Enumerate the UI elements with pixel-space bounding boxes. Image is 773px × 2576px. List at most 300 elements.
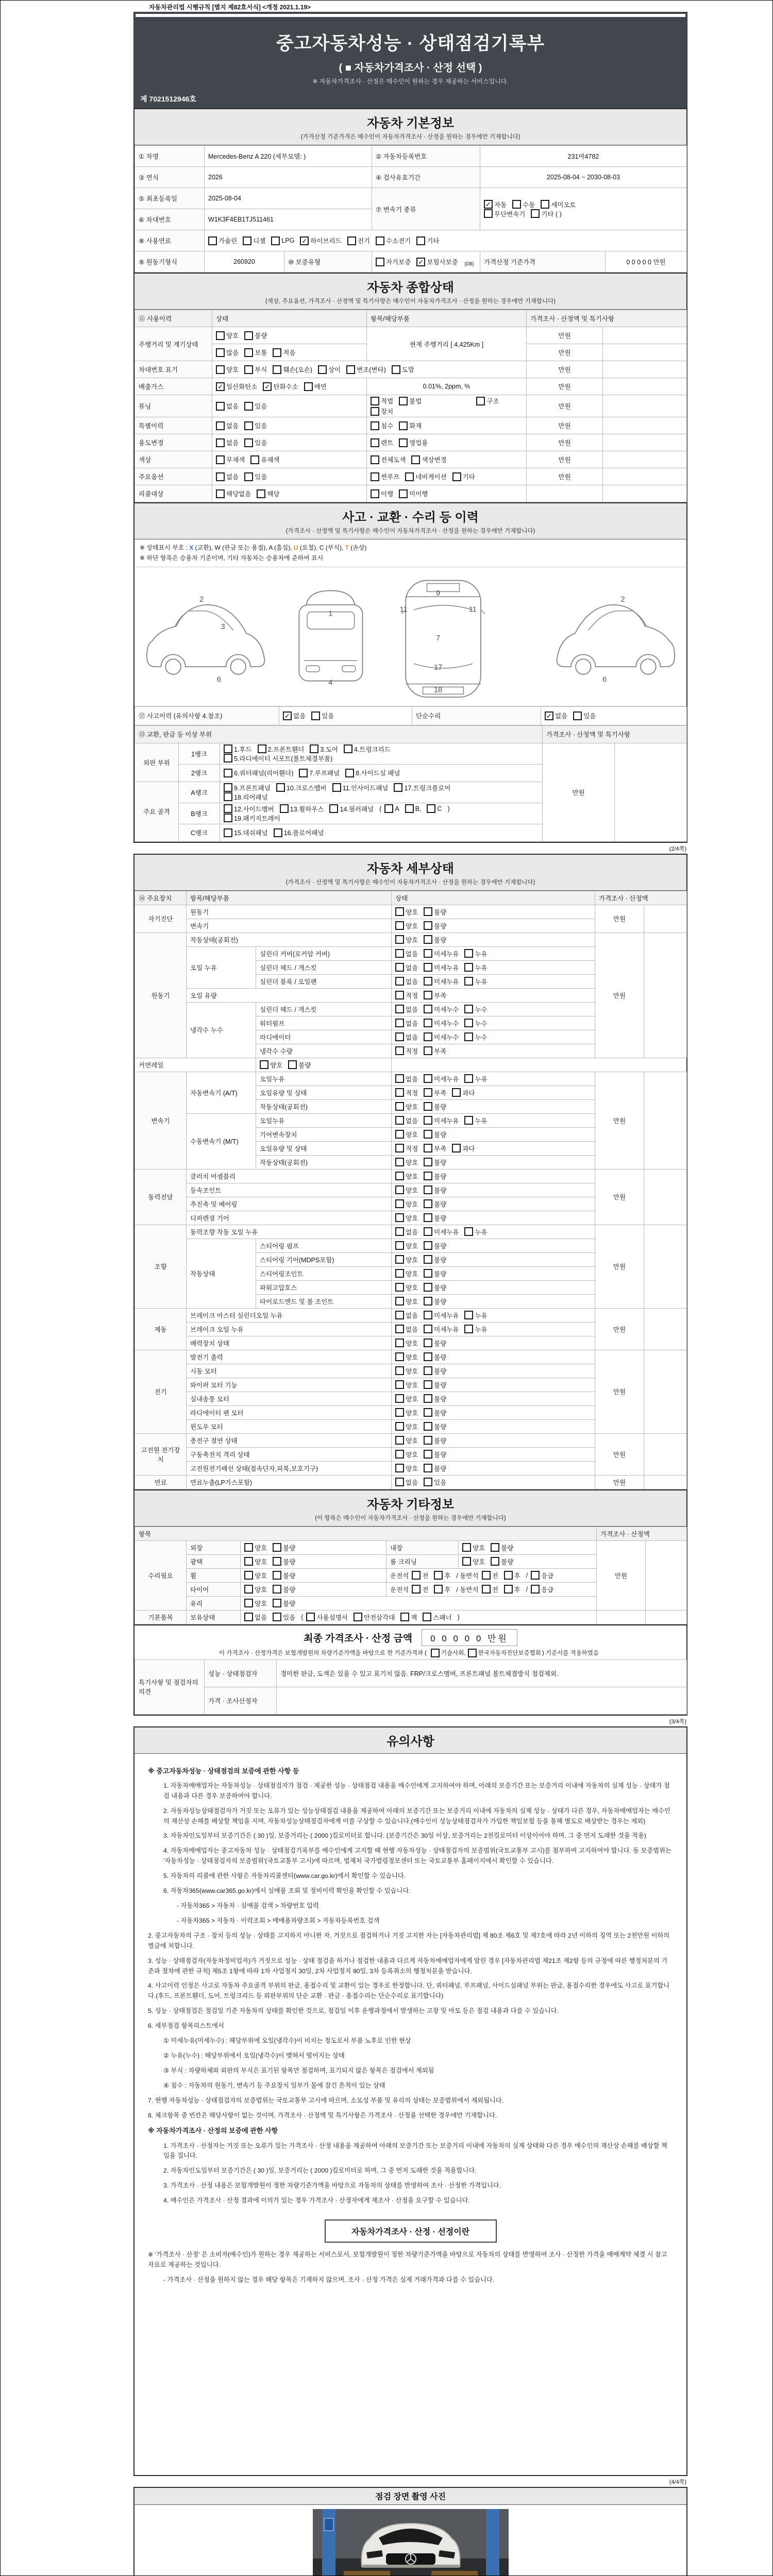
checkbox-미이행[interactable] xyxy=(399,489,428,498)
checkbox-불량[interactable] xyxy=(424,1366,446,1376)
checkbox-양호[interactable] xyxy=(462,1557,485,1566)
checkbox-누유[interactable] xyxy=(464,1116,487,1125)
checkbox-적정[interactable] xyxy=(395,1046,418,1056)
checkbox-양호[interactable] xyxy=(395,1130,418,1139)
checkbox-불량[interactable] xyxy=(424,1394,446,1403)
option-cell xyxy=(212,485,367,502)
checkbox-미세누유[interactable] xyxy=(424,1325,459,1334)
label-base-price: 가격산정 기준가격 xyxy=(480,251,606,273)
checkbox-없음[interactable] xyxy=(395,963,418,972)
checkbox-불량[interactable] xyxy=(424,1158,446,1167)
checkbox-양호[interactable] xyxy=(395,1172,418,1181)
checkbox-불량[interactable] xyxy=(424,935,446,944)
checkbox-label: 적정 xyxy=(406,1145,418,1153)
checkbox-구조[interactable] xyxy=(476,396,499,405)
checkbox-불량[interactable] xyxy=(273,1599,295,1608)
checkbox-없음[interactable] xyxy=(395,977,418,986)
section-overall-condition xyxy=(133,273,687,503)
checkbox-불법[interactable] xyxy=(399,396,422,405)
checkbox-box-icon xyxy=(224,828,232,837)
checkbox-양호[interactable] xyxy=(395,921,418,930)
notice-line: 1. 가격조사 · 산정자는 거짓 또는 오류가 있는 가격조사 · 산정 내용을 제공하여 아래의 보증기간 또는 보증거리 이내에 자동차의 실제 상태와 다른 경우 매수인의 재산상 손해를 배상할 책임을 집니다. xyxy=(163,2142,667,2160)
checkbox-양호[interactable] xyxy=(395,1255,418,1264)
cell: 실린더 헤드 / 개스킷 xyxy=(256,1002,392,1016)
checkbox-불량[interactable] xyxy=(288,1060,311,1070)
checkbox-없음[interactable] xyxy=(216,472,239,481)
checkbox-불량[interactable] xyxy=(424,921,446,930)
checkbox-6.쿼터패널(리어휀다)[interactable] xyxy=(224,768,293,777)
checkbox-양호[interactable] xyxy=(462,1543,485,1552)
checkbox-무채색[interactable] xyxy=(216,455,245,464)
checkbox-부족[interactable] xyxy=(424,991,446,1000)
checkbox-누수[interactable] xyxy=(464,1005,487,1014)
checkbox-B,[interactable] xyxy=(405,804,422,813)
checkbox-box-icon xyxy=(424,1227,432,1236)
checkbox-양호[interactable] xyxy=(395,1464,418,1473)
checkbox-양호[interactable] xyxy=(216,365,239,374)
group-repair-needed: 수리필요 xyxy=(135,1540,187,1610)
checkbox-없음[interactable] xyxy=(395,1074,418,1083)
checkbox-양호[interactable] xyxy=(395,1380,418,1389)
checkbox-box-icon xyxy=(273,348,281,357)
checkbox-box-icon xyxy=(395,1436,404,1445)
checkbox-양호[interactable] xyxy=(395,1158,418,1167)
checkbox-box-icon xyxy=(424,1408,432,1417)
cell: 작동상태 xyxy=(187,1239,256,1308)
checkbox-없음[interactable] xyxy=(216,438,239,447)
checkbox-유채색[interactable] xyxy=(250,455,279,464)
checkbox-미세누수[interactable] xyxy=(424,1005,459,1014)
checkbox-양호[interactable] xyxy=(395,1213,418,1223)
cell: 만원 xyxy=(595,1475,644,1489)
checkbox-box-icon xyxy=(424,1158,432,1166)
checkbox-box-icon xyxy=(395,1283,404,1292)
checkbox-전기[interactable] xyxy=(347,236,370,245)
checkbox-양호[interactable] xyxy=(244,1571,267,1580)
checkbox-label: 불량 xyxy=(434,1409,447,1417)
checkbox-없음[interactable] xyxy=(395,1311,418,1320)
option-cell xyxy=(392,1002,595,1016)
checkbox-10.크로스멤버[interactable] xyxy=(276,783,327,792)
group-outer-panel: 외판 부위 xyxy=(135,743,179,782)
checkbox-양호[interactable] xyxy=(395,1283,418,1292)
checkbox-부족[interactable] xyxy=(424,1046,446,1056)
checkbox-수동[interactable] xyxy=(512,200,535,209)
cell: C랭크 xyxy=(179,824,220,841)
checkbox-해당[interactable] xyxy=(257,489,279,498)
checkbox-부족[interactable] xyxy=(424,1144,446,1153)
checkbox-가솔린[interactable] xyxy=(208,236,237,245)
checkbox-19.패키지트레이[interactable] xyxy=(224,814,280,823)
checkbox-없음[interactable] xyxy=(395,1227,418,1236)
checkbox-없음[interactable] xyxy=(395,1019,418,1028)
checkbox-7.루프패널[interactable] xyxy=(299,768,340,777)
checkbox-있음[interactable] xyxy=(244,401,267,411)
checkbox-불량[interactable] xyxy=(424,1283,446,1292)
checkbox-box-icon xyxy=(244,1557,253,1566)
checkbox-부족[interactable] xyxy=(424,1088,446,1097)
checkbox-미세누수[interactable] xyxy=(424,1032,459,1042)
checkbox-있음[interactable] xyxy=(273,1613,295,1622)
checkbox-label: 양호 xyxy=(406,922,418,930)
notice-line: ① 미세누유(미세누수) : 해당부위에 오일(냉각수)이 비치는 정도로서 부품 노후로 인한 현상 xyxy=(163,2037,411,2045)
checkbox-누수[interactable] xyxy=(464,1032,487,1042)
checkbox-미세누유[interactable] xyxy=(424,1074,459,1083)
option-cell xyxy=(220,764,543,782)
checkbox-양호[interactable] xyxy=(395,1102,418,1111)
checkbox-불량[interactable] xyxy=(424,1352,446,1362)
group-self-diagnosis: 자기진단 xyxy=(135,905,187,933)
checkbox-있음[interactable] xyxy=(424,1478,446,1487)
checkbox-미세누수[interactable] xyxy=(424,1019,459,1028)
checkbox-label: 양호 xyxy=(255,1558,267,1566)
checkbox-A[interactable] xyxy=(384,804,399,813)
checkbox-box-icon xyxy=(424,1255,432,1264)
checkbox-box-icon xyxy=(258,744,266,753)
checkbox-label: A xyxy=(395,805,399,812)
checkbox-많음[interactable] xyxy=(216,348,239,357)
checkbox-불량[interactable] xyxy=(424,1102,446,1111)
checkbox-없음[interactable] xyxy=(244,1613,267,1622)
checkbox-과다[interactable] xyxy=(452,1088,475,1097)
checkbox-양호[interactable] xyxy=(244,1585,267,1594)
checkbox-후[interactable] xyxy=(504,1571,520,1580)
checkbox-양호[interactable] xyxy=(260,1060,282,1070)
checkbox-16.플로어패널[interactable] xyxy=(274,828,324,837)
checkbox-3.도어[interactable] xyxy=(310,744,338,754)
checkbox-적음[interactable] xyxy=(273,348,295,357)
checkbox-box-icon xyxy=(434,1571,443,1580)
checkbox-적정[interactable] xyxy=(395,991,418,1000)
checkbox-label: 불량 xyxy=(434,1465,447,1472)
checkbox-양호[interactable] xyxy=(395,1185,418,1195)
checkbox-양호[interactable] xyxy=(395,1436,418,1445)
checkbox-안전삼각대[interactable] xyxy=(354,1613,395,1622)
checkbox-자가보증[interactable] xyxy=(376,257,411,266)
checkbox-과다[interactable] xyxy=(452,1144,475,1153)
checkbox-box-icon xyxy=(464,1116,473,1125)
panel-number-label: 6 xyxy=(602,675,607,684)
checkbox-2.프론트휀더[interactable] xyxy=(258,744,305,754)
cell: 실내송풍 모터 xyxy=(187,1392,392,1405)
checkbox-양호[interactable] xyxy=(216,331,239,340)
group-transmission: 변속기 xyxy=(135,1072,187,1169)
checkbox-양호[interactable] xyxy=(395,907,418,917)
checkbox-5.라디에이터 서포트(볼트체결부품)[interactable] xyxy=(224,754,332,763)
checkbox-label: 양호 xyxy=(406,1159,418,1166)
cell xyxy=(644,1308,687,1350)
checkbox-미세누유[interactable] xyxy=(424,977,459,986)
checkbox-label: 양호 xyxy=(473,1558,485,1566)
checkbox-label: 양호 xyxy=(406,1340,418,1347)
checkbox-box-icon xyxy=(395,977,404,986)
checkbox-불량[interactable] xyxy=(424,1297,446,1306)
checkbox-9.프론트패널[interactable] xyxy=(224,783,271,792)
checkbox-없음[interactable] xyxy=(395,949,418,958)
checkbox-11.인사이드패널[interactable] xyxy=(332,783,389,792)
checkbox-화재[interactable] xyxy=(399,421,422,430)
checkbox-box-icon xyxy=(346,365,355,374)
checkbox-불량[interactable] xyxy=(273,1585,295,1594)
checkbox-이행[interactable] xyxy=(371,489,393,498)
checkbox-없음[interactable] xyxy=(545,711,567,720)
checkbox-응급[interactable] xyxy=(531,1585,553,1594)
checkbox-매연[interactable] xyxy=(304,382,327,391)
cell xyxy=(603,344,687,361)
checkbox-box-icon xyxy=(244,438,253,447)
checkbox-미세누유[interactable] xyxy=(424,949,459,958)
cell: 1랭크 xyxy=(179,743,220,764)
checkbox-box-icon: ✓ xyxy=(263,382,272,391)
checkbox-label: 일산화탄소 xyxy=(226,383,258,391)
checkbox-변조(변타)[interactable] xyxy=(346,365,386,374)
option-cell xyxy=(256,1058,392,1072)
checkbox-도말[interactable] xyxy=(392,365,414,374)
checkbox-없음[interactable] xyxy=(216,401,239,411)
checkbox-적정[interactable] xyxy=(395,1088,418,1097)
checkbox-불량[interactable] xyxy=(424,1255,446,1264)
checkbox-세미오토[interactable] xyxy=(541,200,576,209)
checkbox-적정[interactable] xyxy=(395,1144,418,1153)
checkbox-C[interactable] xyxy=(427,804,442,813)
checkbox-box-icon xyxy=(424,1436,432,1445)
checkbox-box-icon xyxy=(288,1060,297,1069)
checkbox-기타[interactable] xyxy=(416,236,439,245)
checkbox-box-icon xyxy=(371,421,379,430)
checkbox-box-icon xyxy=(573,711,582,720)
checkbox-응급[interactable] xyxy=(531,1571,553,1580)
notice-line: ④ 침수 : 자동차의 원동기, 변속기 등 주요장치 일부가 물에 잠긴 흔적이 있는 상태 xyxy=(163,2081,385,2089)
checkbox-양호[interactable] xyxy=(395,1338,418,1348)
checkbox-보통[interactable] xyxy=(244,348,267,357)
checkbox-수소전기[interactable] xyxy=(376,236,411,245)
checkbox-없음[interactable] xyxy=(395,1325,418,1334)
checkbox-양호[interactable] xyxy=(395,1241,418,1250)
checkbox-label: 양호 xyxy=(255,1600,267,1607)
checkbox-상이[interactable] xyxy=(318,365,341,374)
checkbox-box-icon xyxy=(423,1613,431,1621)
checkbox-label: 없음 xyxy=(226,422,239,430)
checkbox-불량[interactable] xyxy=(424,1450,446,1459)
checkbox-불량[interactable] xyxy=(424,1464,446,1473)
checkbox-13.휠하우스[interactable] xyxy=(280,804,324,814)
checkbox-보험사보증[interactable] xyxy=(416,257,458,266)
text-segment: / xyxy=(526,1571,528,1579)
cell: 브레이크 마스터 실린더오일 누유 xyxy=(187,1308,392,1322)
checkbox-미세누유[interactable] xyxy=(424,1227,459,1236)
checkbox-사용설명서[interactable] xyxy=(306,1613,347,1622)
checkbox-label: 보통 xyxy=(255,349,267,357)
checkbox-없음[interactable] xyxy=(216,421,239,430)
checkbox-전체도색[interactable] xyxy=(371,455,406,464)
checkbox-침수[interactable] xyxy=(371,421,393,430)
checkbox-전[interactable] xyxy=(412,1571,428,1580)
section-photo-title: 점검 장면 촬영 사진 xyxy=(375,2492,446,2501)
option-cell xyxy=(241,1596,597,1610)
checkbox-전[interactable] xyxy=(482,1571,498,1580)
checkbox-불량[interactable] xyxy=(424,1172,446,1181)
checkbox-불량[interactable] xyxy=(244,331,267,340)
cell: 원동기 xyxy=(187,905,392,919)
checkbox-없음[interactable] xyxy=(395,1032,418,1042)
checkbox-장치[interactable] xyxy=(371,406,393,416)
checkbox-누유[interactable] xyxy=(464,1227,487,1236)
checkbox-label: 누유 xyxy=(475,1228,488,1236)
checkbox-15.대쉬패널[interactable] xyxy=(224,828,268,837)
checkbox-box-icon xyxy=(257,489,265,498)
checkbox-label: 없음 xyxy=(406,1117,418,1125)
section-etc-info xyxy=(133,1489,687,1716)
checkbox-label: 없음 xyxy=(406,1020,418,1027)
cell: A랭크 xyxy=(179,782,220,803)
checkbox-잭[interactable] xyxy=(400,1613,417,1622)
checkbox-기타 ( )[interactable] xyxy=(531,209,561,218)
checkbox-불량[interactable] xyxy=(273,1557,295,1566)
option-cell xyxy=(392,974,595,988)
code-x: X xyxy=(189,544,194,551)
checkbox-label: LPG xyxy=(281,237,295,244)
checkbox-없음[interactable] xyxy=(283,711,306,720)
checkbox-디젤[interactable] xyxy=(243,236,265,245)
checkbox-미세누유[interactable] xyxy=(424,1116,459,1125)
checkbox-양호[interactable] xyxy=(395,1366,418,1376)
checkbox-없음[interactable] xyxy=(395,1478,418,1487)
checkbox-양호[interactable] xyxy=(244,1557,267,1566)
checkbox-훼손(오손)[interactable] xyxy=(273,365,312,374)
checkbox-불량[interactable] xyxy=(424,1380,446,1389)
notice-line: 2. 자동차성능상태점검자가 거짓 또는 오류가 있는 성능상태점검 내용을 제공하여 아래의 보증기간 또는 보증거리 이내에 자동차의 실제 성능 · 상태가 다른 경우, 자동차매매업자는 매수인의 재산상 손해를 배상할 책임을 지며, 자동차성능상태점검자에게 이를 구상할 수 있습니다.(매수인이 성능상태점검자가 가입한 책임보험 등을 통해 별도로 배상받는 경우는 제외) xyxy=(163,1807,670,1825)
checkbox-불량[interactable] xyxy=(491,1543,513,1552)
checkbox-양호[interactable] xyxy=(395,1408,418,1417)
checkbox-12.사이드멤버[interactable] xyxy=(224,804,274,814)
checkbox-label: 15.대쉬패널 xyxy=(234,829,268,837)
checkbox-1.후드[interactable] xyxy=(224,744,252,754)
checkbox-불량[interactable] xyxy=(424,1338,446,1348)
checkbox-누유[interactable] xyxy=(464,1311,487,1320)
checkbox-양호[interactable] xyxy=(395,1269,418,1278)
checkbox-box-icon xyxy=(424,1046,432,1055)
checkbox-불량[interactable] xyxy=(424,1199,446,1209)
checkbox-누유[interactable] xyxy=(464,1325,487,1334)
checkbox-있음[interactable] xyxy=(244,472,267,481)
column-header: 항목/해당부품 xyxy=(187,891,392,905)
checkbox-4.트렁크리드[interactable] xyxy=(344,744,391,754)
checkbox-후[interactable] xyxy=(434,1585,450,1594)
checkbox-label: 양호 xyxy=(406,1242,418,1250)
checkbox-누유[interactable] xyxy=(464,977,487,986)
checkbox-14.필러패널[interactable] xyxy=(329,804,374,814)
checkbox-적법[interactable] xyxy=(371,396,393,405)
checkbox-양호[interactable] xyxy=(395,1297,418,1306)
checkbox-양호[interactable] xyxy=(244,1599,267,1608)
checkbox-불량[interactable] xyxy=(424,907,446,917)
checkbox-한국자동차진단보증협회[interactable] xyxy=(468,1649,541,1657)
checkbox-양호[interactable] xyxy=(395,1199,418,1209)
checkbox-불량[interactable] xyxy=(273,1571,295,1580)
checkbox-있음[interactable] xyxy=(573,711,596,720)
checkbox-전[interactable] xyxy=(412,1585,428,1594)
checkbox-box-icon xyxy=(491,1557,499,1566)
checkbox-전[interactable] xyxy=(482,1585,498,1594)
checkbox-box-icon xyxy=(424,1074,432,1083)
checkbox-양호[interactable] xyxy=(395,935,418,944)
checkbox-양호[interactable] xyxy=(395,1394,418,1403)
checkbox-불량[interactable] xyxy=(424,1436,446,1445)
checkbox-불량[interactable] xyxy=(424,1408,446,1417)
checkbox-8.사이드실 패널[interactable] xyxy=(345,768,400,777)
checkbox-영업용[interactable] xyxy=(399,438,428,447)
checkbox-불량[interactable] xyxy=(424,1213,446,1223)
checkbox-LPG[interactable] xyxy=(271,236,294,245)
checkbox-하이브리드[interactable] xyxy=(300,236,341,245)
checkbox-불량[interactable] xyxy=(424,1269,446,1278)
checkbox-label: 후 xyxy=(444,1586,451,1594)
checkbox-17.트렁크플로어[interactable] xyxy=(394,783,450,792)
checkbox-미세누유[interactable] xyxy=(424,1311,459,1320)
checkbox-label: 도말 xyxy=(401,366,414,374)
checkbox-18.리어패널[interactable] xyxy=(224,792,268,802)
checkbox-일산화탄소[interactable] xyxy=(216,382,257,391)
checkbox-box-icon xyxy=(395,1158,404,1166)
panel-number-label: 6 xyxy=(216,675,221,684)
option-cell xyxy=(212,344,367,361)
checkbox-양호[interactable] xyxy=(395,1352,418,1362)
checkbox-불량[interactable] xyxy=(424,1130,446,1139)
checkbox-없음[interactable] xyxy=(395,1116,418,1125)
checkbox-누유[interactable] xyxy=(464,1074,487,1083)
checkbox-box-icon xyxy=(224,769,232,777)
checkbox-부식[interactable] xyxy=(244,365,267,374)
checkbox-양호[interactable] xyxy=(395,1450,418,1459)
checkbox-없음[interactable] xyxy=(395,1005,418,1014)
checkbox-후[interactable] xyxy=(504,1585,520,1594)
checkbox-있음[interactable] xyxy=(244,438,267,447)
checkbox-양호[interactable] xyxy=(395,1422,418,1431)
checkbox-스패너[interactable] xyxy=(423,1613,451,1622)
checkbox-탄화수소[interactable] xyxy=(263,382,298,391)
checkbox-네비게이션[interactable] xyxy=(405,472,446,481)
checkbox-불량[interactable] xyxy=(273,1543,295,1552)
checkbox-있음[interactable] xyxy=(311,711,334,720)
checkbox-미세누유[interactable] xyxy=(424,963,459,972)
checkbox-label: 불량 xyxy=(434,1437,447,1445)
checkbox-누수[interactable] xyxy=(464,1019,487,1028)
checkbox-있음[interactable] xyxy=(244,421,267,430)
checkbox-box-icon xyxy=(541,200,549,209)
checkbox-label: 불량 xyxy=(434,1298,447,1306)
checkbox-후[interactable] xyxy=(434,1571,450,1580)
checkbox-기타[interactable] xyxy=(452,472,475,481)
checkbox-기술사회,[interactable] xyxy=(431,1649,466,1657)
checkbox-불량[interactable] xyxy=(424,1185,446,1195)
checkbox-색상변경[interactable] xyxy=(411,455,446,464)
checkbox-label: 미세누수 xyxy=(434,1020,459,1027)
checkbox-불량[interactable] xyxy=(491,1557,513,1566)
checkbox-label: 기타 xyxy=(427,238,440,245)
checkbox-해당없음[interactable] xyxy=(216,489,251,498)
checkbox-렌트[interactable] xyxy=(371,438,393,447)
checkbox-무단변속기[interactable] xyxy=(484,209,525,218)
checkbox-누유[interactable] xyxy=(464,949,487,958)
checkbox-썬루프[interactable] xyxy=(371,472,399,481)
checkbox-불량[interactable] xyxy=(424,1422,446,1431)
checkbox-누유[interactable] xyxy=(464,963,487,972)
checkbox-양호[interactable] xyxy=(244,1543,267,1552)
checkbox-불량[interactable] xyxy=(424,1241,446,1250)
checkbox-자동[interactable] xyxy=(484,200,507,209)
checkbox-box-icon: ✓ xyxy=(283,711,292,720)
final-price-note xyxy=(135,1649,686,1657)
